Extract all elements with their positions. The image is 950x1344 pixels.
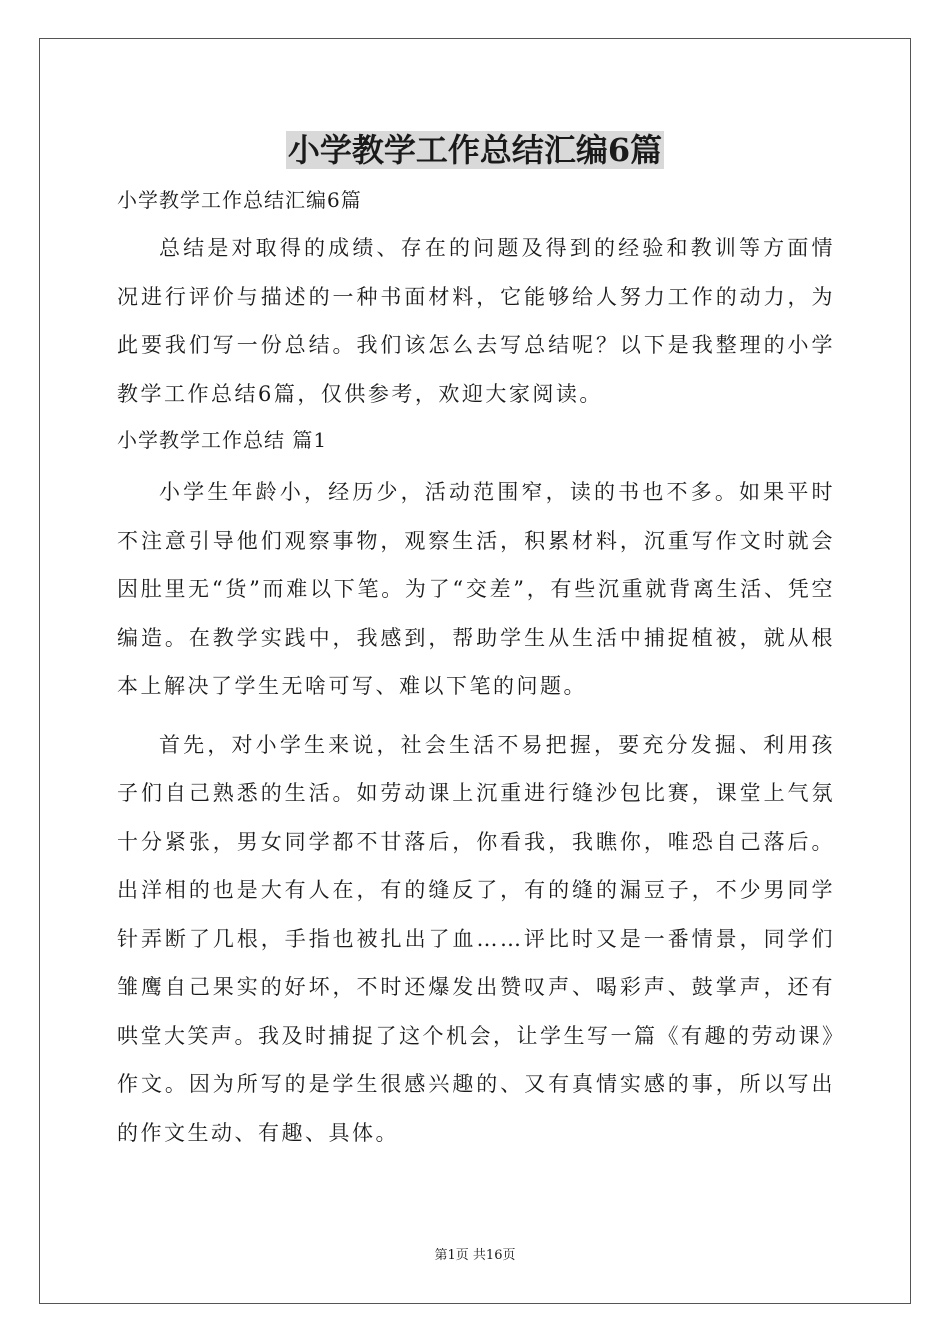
- section1-paragraph-1: 小学生年龄小，经历少，活动范围窄，读的书也不多。如果平时不注意引导他们观察事物，观察生活，积累材料，沉重写作文时就会因肚里无“货”而难以下笔。为了“交差”，有些沉重就背离生活、凭空编造。在教学实践中，我感到，帮助学生从生活中捕捉植被，就从根本上解决了学生无啥可写、难以下笔的问题。: [117, 480, 835, 698]
- page-footer: [0, 1246, 950, 1266]
- section-heading-1: 小学教学工作总结 篇1: [117, 428, 328, 452]
- intro-paragraph: 总结是对取得的成绩、存在的问题及得到的经验和教训等方面情况进行评价与描述的一种书面材料，它能够给人努力工作的动力，为此要我们写一份总结。我们该怎么去写总结呢？以下是我整理的小学教学工作总结6篇，仅供参考，欢迎大家阅读。: [117, 236, 835, 406]
- document-title: [0, 128, 950, 172]
- document-body: [117, 182, 835, 1157]
- paragraph-gap: [117, 711, 835, 721]
- page-number-label: 第1页 共16页: [434, 1248, 516, 1263]
- document-title-text: 小学教学工作总结汇编6篇: [287, 131, 663, 169]
- document-subtitle: 小学教学工作总结汇编6篇: [117, 188, 362, 212]
- section1-paragraph-2: 首先，对小学生来说，社会生活不易把握，要充分发掘、利用孩子们自己熟悉的生活。如劳动课上沉重进行缝沙包比赛，课堂上气氛十分紧张，男女同学都不甘落后，你看我，我瞧你，唯恐自己落后。出洋相的也是大有人在，有的缝反了，有的缝的漏豆子，不少男同学针弄断了几根，手指也被扎出了血……评比时又是一番情景，同学们雏鹰自己果实的好坏，不时还爆发出赞叹声、喝彩声、鼓掌声，还有哄堂大笑声。我及时捕捉了这个机会，让学生写一篇《有趣的劳动课》作文。因为所写的是学生很感兴趣的、又有真情实感的事，所以写出的作文生动、有趣、具体。: [117, 732, 835, 1145]
